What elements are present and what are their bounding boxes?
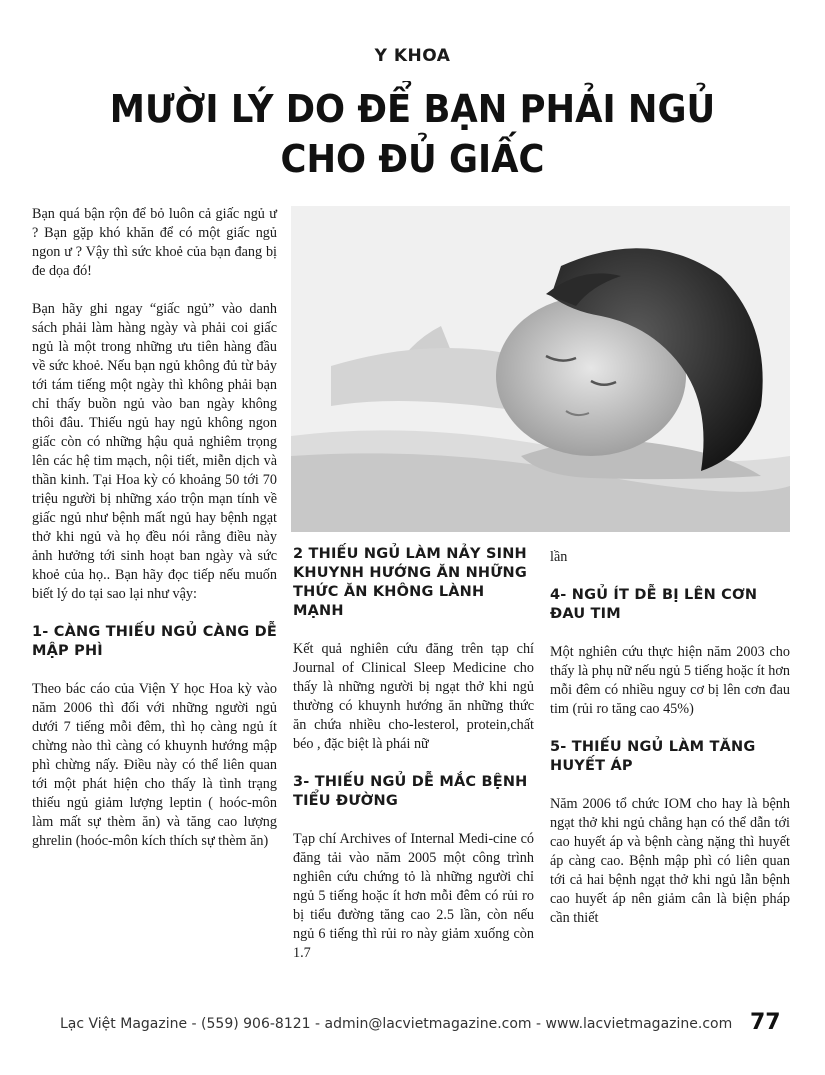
photo-illustration (291, 206, 790, 532)
headline-line-2: CHO ĐỦ GIẤC (280, 137, 545, 181)
column-left (32, 205, 277, 851)
footer-contact: Lạc Việt Magazine - (559) 906-8121 - admin@lacvietmagazine.com - www.lacvietmagazine.com (60, 1016, 733, 1032)
section-3-heading: 3- THIẾU NGỦ DỄ MẮC BỆNH TIỂU ĐƯỜNG (293, 774, 528, 809)
section-5-body: Năm 2006 tổ chức IOM cho hay là bệnh ngạt thở khi ngủ chẳng hạn có thể dẫn tới cao huyết áp và bệnh càng nặng thì huyết áp càng cao. Bệnh mập phì có liên quan tới cả hai bệnh ngạt thở khi ngủ lẫn bệnh cao huyết áp nên giảm cân là biện pháp cần thiết (550, 796, 790, 926)
intro-paragraph-1: Bạn quá bận rộn để bỏ luôn cả giấc ngủ ư ? Bạn gặp khó khăn để có một giấc ngủ ngon ư ? Vậy thì sức khoẻ của bạn đang bị đe dọa đó! (32, 206, 277, 279)
page-number: 77 (750, 1010, 781, 1035)
section-1-body: Theo bác cáo của Viện Y học Hoa kỳ vào năm 2006 thì đối với những người ngủ dưới 7 tiếng mỗi đêm, thì họ càng ngủ ít chừng nào thì càng có khuynh hướng mập phì chừng nấy. Điều này có thể liên quan tới một phát hiện cho thấy là tình trạng thiếu ngủ giảm lượng leptin ( hoóc-môn làm mất sự thèm ăn) và tăng cao lượng ghrelin (hoóc-môn kích thích sự thèm ăn) (32, 681, 277, 849)
sleeping-woman-photo (291, 206, 790, 532)
column-middle (293, 545, 534, 963)
column-right (550, 548, 790, 928)
section-3-body: Tạp chí Archives of Internal Medi-cine có đăng tải vào năm 2005 một công trình nghiên cứu chứng tỏ là những người chỉ ngủ 5 tiếng hoặc ít hơn mỗi đêm có rủi ro bị tiểu đường tăng cao 2.5 lần, còn nếu ngủ 6 tiếng thì rủi ro này giảm xuống còn 1.7 (293, 831, 534, 961)
headline-line-1: MƯỜI LÝ DO ĐỂ BẠN PHẢI NGỦ (109, 87, 716, 131)
section-5-heading: 5- THIẾU NGỦ LÀM TĂNG HUYẾT ÁP (550, 739, 756, 774)
section-label: Y KHOA (374, 46, 451, 66)
section-2-body: Kết quả nghiên cứu đăng trên tạp chí Journal of Clinical Sleep Medicine cho thấy là những người bị ngạt thở khi ngủ thường có khuynh hướng ăn những thức ăn chứa nhiều cho-lesterol, protein,chất béo , đặc biệt là phái nữ (293, 641, 534, 752)
headline (66, 84, 759, 184)
section-4-heading: 4- NGỦ ÍT DỄ BỊ LÊN CƠN ĐAU TIM (550, 587, 758, 622)
intro-paragraph-2: Bạn hãy ghi ngay “giấc ngủ” vào danh sách phải làm hàng ngày và phải coi giấc ngủ là một trong những ưu tiên hàng đầu về sức khoẻ. Nếu bạn ngủ không đủ từ bảy tới tám tiếng một ngày thì không phải bạn chỉ thấy buồn ngủ vào ban ngày không thôi đâu. Thiếu ngủ hay ngủ không ngon giấc còn có những hậu quả nghiêm trọng lên các hệ tim mạch, nội tiết, miễn dịch và thần kinh. Tại Hoa kỳ có khoảng 50 tới 70 triệu người bị những xáo trộn mạn tính về giấc ngủ như bệnh mất ngủ hay bệnh ngạt thở khi ngủ và họ đều nói rằng điều này ảnh hưởng tới sinh hoạt ban ngày và sức khoẻ của họ.. Bạn hãy đọc tiếp nếu muốn biết lý do tại sao lại như vậy: (32, 301, 277, 602)
section-1-heading: 1- CÀNG THIẾU NGỦ CÀNG DỄ MẬP PHÌ (32, 624, 278, 659)
section-4-body: Một nghiên cứu thực hiện năm 2003 cho thấy là phụ nữ nếu ngủ 5 tiếng hoặc ít hơn mỗi đêm có nhiều nguy cơ bị lên cơn đau tim (rủi ro tăng cao 45%) (550, 644, 790, 717)
section-2-heading: 2 THIẾU NGỦ LÀM NẢY SINH KHUYNH HƯỚNG ĂN NHỮNG THỨC ĂN KHÔNG LÀNH MẠNH (293, 546, 527, 619)
section-3-continued: lần (550, 549, 568, 565)
